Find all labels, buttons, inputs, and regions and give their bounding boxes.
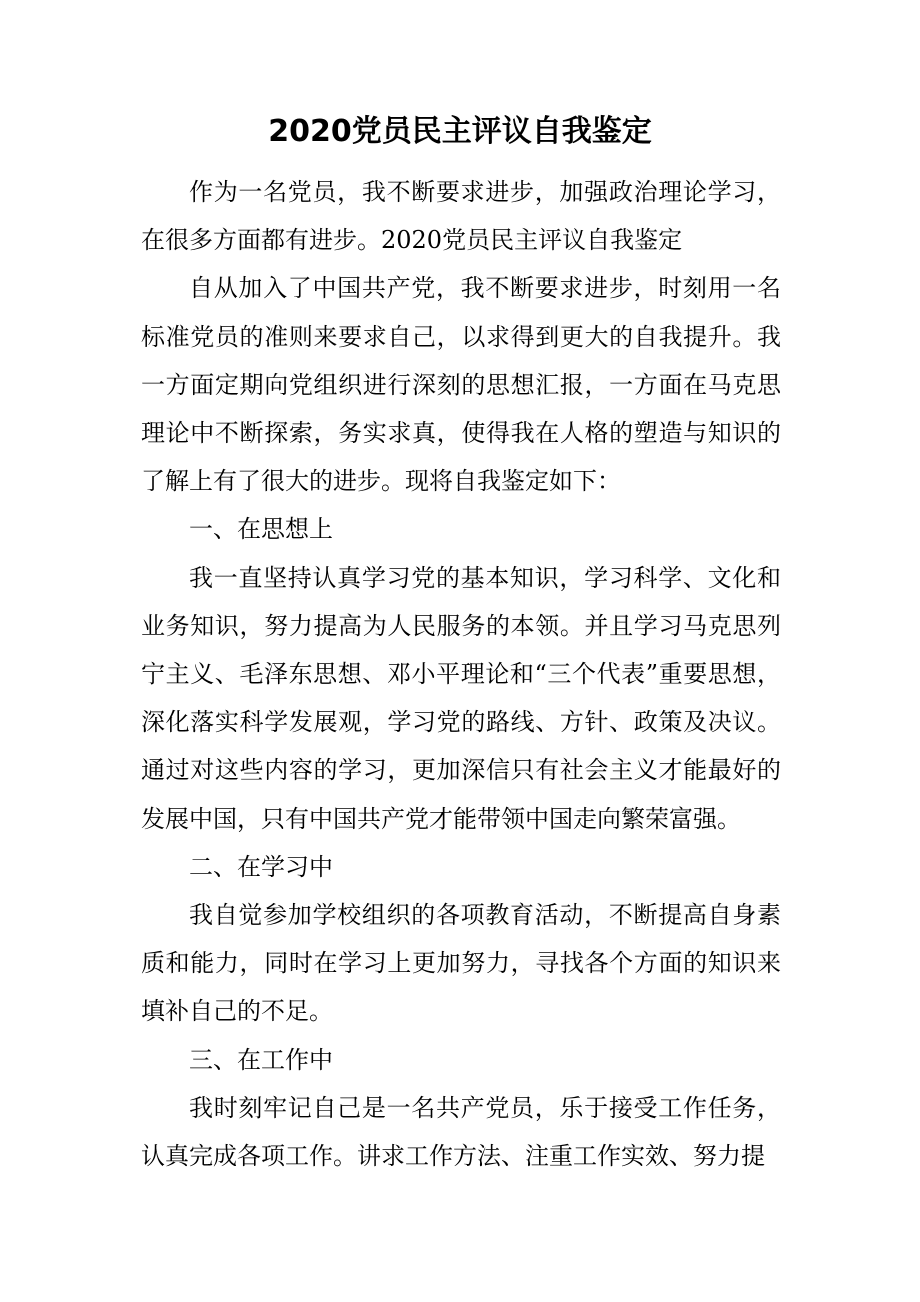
- paragraph-intro: 作为一名党员，我不断要求进步，加强政治理论学习，在很多方面都有进步。2020党员民主评议自我鉴定: [141, 178, 781, 255]
- paragraph-study: 我自觉参加学校组织的各项教育活动，不断提高自身素质和能力，同时在学习上更加努力，寻找各个方面的知识来填补自己的不足。: [141, 901, 781, 1026]
- document-title: 2020党员民主评议自我鉴定: [268, 114, 652, 149]
- document-body: [141, 168, 781, 1180]
- section-heading-study: 二、在学习中: [189, 852, 333, 881]
- section-heading-thought: 一、在思想上: [189, 515, 333, 544]
- paragraph-overview: 自从加入了中国共产党，我不断要求进步，时刻用一名标准党员的准则来要求自己，以求得到更大的自我提升。我一方面定期向党组织进行深刻的思想汇报，一方面在马克思理论中不断探索，务实求真，使得我在人格的塑造与知识的了解上有了很大的进步。现将自我鉴定如下：: [141, 274, 781, 496]
- section-heading-work: 三、在工作中: [189, 1045, 333, 1074]
- paragraph-work: 我时刻牢记自己是一名共产党员，乐于接受工作任务，认真完成各项工作。讲求工作方法、注重工作实效、努力提: [141, 1093, 781, 1171]
- paragraph-thought: 我一直坚持认真学习党的基本知识，学习科学、文化和业务知识，努力提高为人民服务的本领。并且学习马克思列宁主义、毛泽东思想、邓小平理论和“三个代表”重要思想，深化落实科学发展观，学习党的路线、方针、政策及决议。通过对这些内容的学习，更加深信只有社会主义才能最好的发展中国，只有中国共产党才能带领中国走向繁荣富强。: [141, 563, 781, 833]
